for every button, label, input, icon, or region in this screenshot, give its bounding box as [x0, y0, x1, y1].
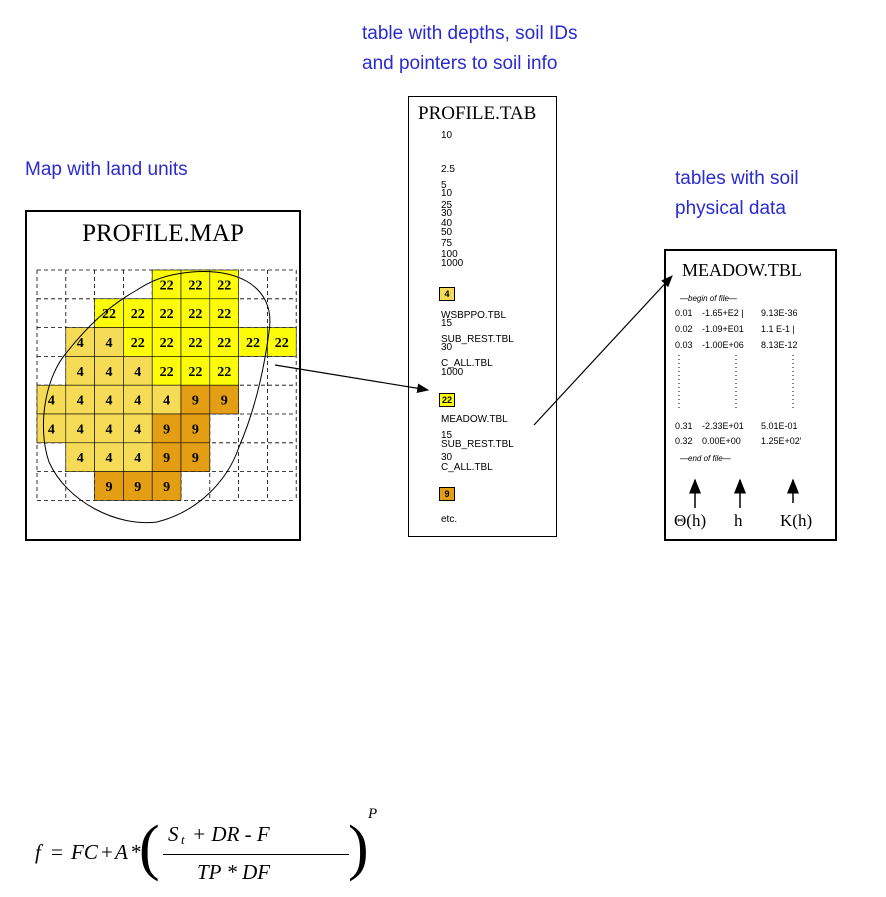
land-unit-label: 9: [163, 480, 171, 495]
land-unit-label: 22: [188, 336, 203, 351]
depth-value: 5: [441, 180, 447, 191]
caption-map: Map with land units: [25, 159, 188, 180]
meadow-cell: 1.1 E-1 |: [761, 324, 795, 334]
unit-badge-22: 22: [439, 393, 455, 407]
meadow-cell: -1.09+E01: [702, 324, 744, 334]
formula-eq: =: [51, 840, 63, 864]
land-unit-label: 4: [134, 364, 142, 380]
land-unit-label: 22: [130, 307, 145, 323]
meadow-cell: 1.25E+02': [761, 436, 802, 446]
caption-table-line2: and pointers to soil info: [362, 53, 558, 74]
formula-den: TP * DF: [197, 860, 271, 884]
formula: [35, 806, 395, 892]
depth-value: 75: [441, 238, 453, 249]
meadow-cell: 0.00E+00: [702, 436, 741, 446]
land-unit-label: 4: [76, 393, 84, 409]
land-unit-label: 9: [220, 393, 228, 409]
meadow-cell: 9.13E-36: [761, 308, 798, 318]
meadow-cell: 0.02: [675, 324, 693, 334]
formula-paren-right: ): [348, 814, 369, 882]
land-unit-label: 4: [47, 422, 55, 438]
depth-value: 30: [441, 208, 453, 219]
formula-exp: P: [368, 806, 378, 822]
depth-value: 25: [441, 200, 453, 211]
land-unit-label: 9: [134, 480, 142, 495]
meadow-cell: 5.01E-01: [761, 421, 798, 431]
profile-line: C_ALL.TBL: [441, 358, 493, 369]
profile-line: C_ALL.TBL: [441, 462, 493, 473]
land-unit-label: 22: [188, 278, 203, 294]
depth-value: 10: [441, 130, 453, 141]
land-unit-label: 9: [163, 422, 171, 438]
depth-value: 2.5: [441, 164, 455, 175]
profile-line: SUB_REST.TBL: [441, 334, 514, 345]
land-unit-label: 4: [105, 451, 113, 467]
depth-value: 50: [441, 227, 453, 238]
land-unit-label: 9: [191, 422, 199, 438]
meadow-cell: -2.33E+01: [702, 421, 744, 431]
land-unit-label: 4: [163, 393, 171, 409]
formula-num-s: S: [168, 822, 179, 846]
land-unit-label: 22: [159, 336, 174, 351]
land-unit-label: 22: [159, 364, 174, 380]
land-unit-label: 4: [76, 364, 84, 380]
formula-plus: +: [101, 840, 113, 864]
land-unit-label: 4: [47, 393, 55, 409]
land-unit-label: 4: [134, 393, 142, 409]
end-of-file: —end of file—: [680, 454, 731, 463]
profile-line: SUB_REST.TBL: [441, 439, 514, 450]
meadow-column-label: h: [734, 511, 743, 530]
meadow-column-label: Θ(h): [674, 511, 707, 530]
depth-value: 10: [441, 188, 453, 199]
formula-num-rest: + DR - F: [192, 822, 270, 846]
land-unit-label: 22: [188, 307, 203, 323]
depth-value: 40: [441, 218, 453, 229]
profile-map-title: PROFILE.MAP: [82, 220, 244, 247]
meadow-column-label: K(h): [780, 511, 813, 530]
caption-soil-line1: tables with soil: [675, 168, 799, 189]
caption-table-line1: table with depths, soil IDs: [362, 23, 578, 44]
meadow-cell: 0.01: [675, 308, 693, 318]
land-unit-label: 9: [105, 480, 113, 495]
caption-soil-line2: physical data: [675, 198, 786, 219]
etc-label: etc.: [441, 514, 458, 525]
profile-tab-title: PROFILE.TAB: [418, 103, 537, 124]
profile-line: 30: [441, 452, 453, 463]
land-unit-label: 22: [274, 336, 289, 351]
land-unit-label: 9: [191, 393, 199, 409]
land-unit-label: 22: [159, 307, 174, 323]
profile-line: MEADOW.TBL: [441, 414, 508, 425]
meadow-cell: 0.32: [675, 436, 693, 446]
land-unit-label: 22: [246, 336, 260, 351]
land-unit-label: 22: [217, 364, 232, 380]
land-unit-label: 4: [76, 451, 84, 467]
land-unit-label: 22: [217, 307, 232, 323]
profile-line: 15: [441, 430, 453, 441]
formula-star: *: [131, 840, 142, 864]
profile-line: WSBPPO.TBL: [441, 310, 507, 321]
formula-num-t: t: [181, 832, 185, 847]
meadow-cell: -1.00E+06: [702, 340, 744, 350]
meadow-cell: 8.13E-12: [761, 340, 798, 350]
land-unit-label: 9: [191, 451, 199, 467]
meadow-tbl-title: MEADOW.TBL: [682, 260, 802, 280]
meadow-cell: -1.65+E2 |: [702, 308, 744, 318]
formula-fc: FC: [71, 840, 98, 864]
land-unit-label: 4: [76, 422, 84, 438]
profile-line: 1000: [441, 367, 464, 378]
meadow-cell: 0.31: [675, 421, 693, 431]
formula-fraction-bar: [163, 854, 349, 855]
arrow-map-to-tab: [275, 365, 428, 390]
depth-value: 1000: [441, 258, 464, 269]
land-unit-label: 22: [130, 336, 145, 351]
land-unit-label: 22: [102, 307, 116, 323]
land-unit-label: 4: [105, 364, 113, 380]
land-unit-label: 22: [188, 364, 203, 380]
arrow-tab-to-meadow: [534, 276, 672, 425]
unit-badge-4: 4: [439, 287, 455, 301]
land-unit-label: 22: [217, 278, 232, 294]
formula-a: A: [115, 840, 128, 864]
profile-line: 30: [441, 342, 453, 353]
land-unit-label: 4: [105, 393, 113, 409]
land-unit-label: 4: [134, 422, 142, 438]
formula-lhs: f: [35, 840, 41, 864]
land-unit-label: 22: [159, 278, 174, 294]
land-unit-label: 9: [163, 451, 171, 467]
begin-of-file: —begin of file—: [680, 294, 737, 303]
land-unit-label: 4: [134, 451, 142, 467]
land-unit-label: 22: [217, 336, 232, 351]
land-unit-label: 4: [105, 422, 113, 438]
land-unit-label: 4: [105, 336, 113, 351]
unit-badge-9: 9: [439, 487, 455, 501]
formula-paren-left: (: [139, 814, 160, 882]
meadow-cell: 0.03: [675, 340, 693, 350]
profile-line: 15: [441, 318, 453, 329]
depth-value: 100: [441, 249, 458, 260]
land-unit-label: 4: [76, 336, 84, 351]
